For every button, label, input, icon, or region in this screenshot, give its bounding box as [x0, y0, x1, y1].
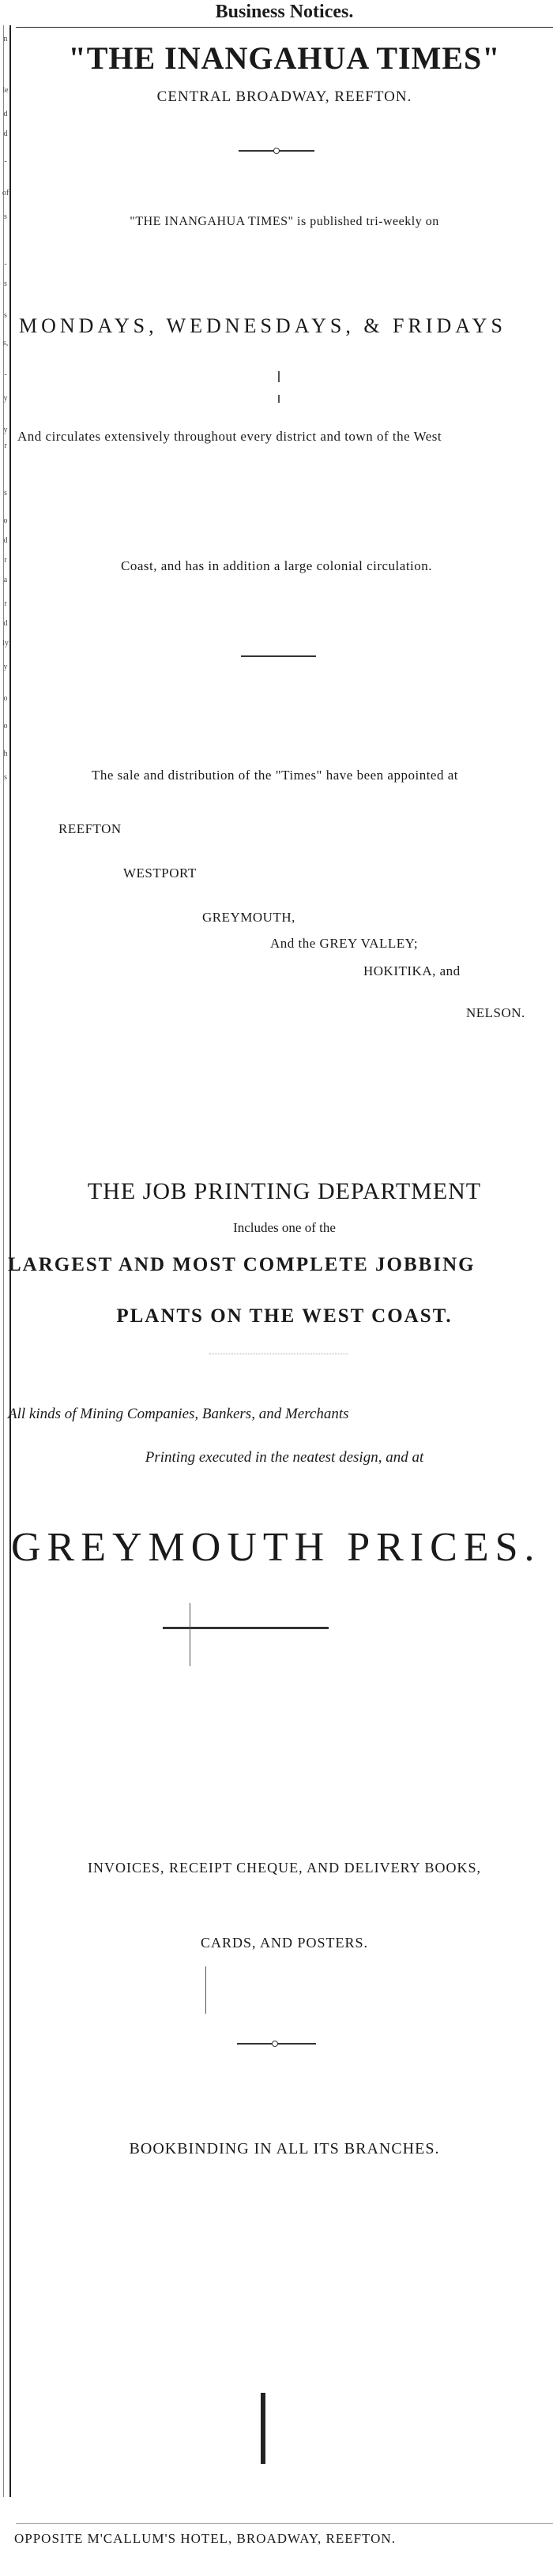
print-blot — [261, 2393, 265, 2464]
print-streak — [205, 1966, 206, 2014]
adjacent-column-fragment: - — [4, 260, 7, 268]
services-line-1: All kinds of Mining Companies, Bankers, and Merchants — [8, 1406, 349, 1422]
agent-place-nelson: NELSON. — [466, 1005, 525, 1020]
header-rule — [16, 27, 553, 28]
adjacent-column-fragment: s — [4, 773, 7, 782]
agent-place-greymouth: GREYMOUTH, — [202, 910, 295, 925]
adjacent-column-fragment: r — [4, 599, 7, 608]
plant-line-1: LARGEST AND MOST COMPLETE JOBBING — [8, 1254, 476, 1275]
adjacent-column-fragment: d — [3, 110, 8, 118]
circulation-line-2: Coast, and has in addition a large colonial circulation. — [120, 558, 433, 573]
footer-rule — [16, 2523, 553, 2524]
adjacent-column-fragment: y — [3, 394, 8, 403]
adjacent-column-fragment: a — [3, 576, 8, 584]
job-printing-subtitle: Includes one of the — [233, 1220, 336, 1235]
ornament-rule — [163, 1627, 329, 1629]
books-line-2: CARDS, AND POSTERS. — [200, 1935, 369, 1951]
adjacent-column-fragment: d — [3, 130, 8, 138]
advert-address: CENTRAL BROADWAY, REEFTON. — [156, 88, 412, 105]
adjacent-column-fragment: d — [3, 536, 8, 545]
adjacent-column-fragment: o — [3, 516, 8, 525]
greymouth-prices: GREYMOUTH PRICES. — [11, 1525, 541, 1570]
adjacent-column-fragment: y — [3, 426, 8, 434]
adjacent-column-fragment: s — [4, 280, 7, 288]
adjacent-column-fragment: s — [4, 311, 7, 320]
books-line-1: INVOICES, RECEIPT CHEQUE, AND DELIVERY BOOKS, — [87, 1860, 481, 1876]
advert-footer-address: OPPOSITE M'CALLUM'S HOTEL, BROADWAY, REEFTON. — [14, 2531, 396, 2546]
ornament-dot — [272, 2041, 278, 2047]
adjacent-column-fragment: le — [2, 86, 9, 95]
job-printing-title: THE JOB PRINTING DEPARTMENT — [87, 1178, 482, 1204]
adjacent-column-fragment: - — [4, 370, 7, 379]
adjacent-column-fragment: - — [4, 157, 7, 166]
services-line-2: Printing executed in the neatest design, and at — [145, 1449, 424, 1466]
advert-title: "THE INANGAHUA TIMES" — [68, 40, 501, 76]
print-speck — [278, 395, 280, 403]
adjacent-column-fragment: ly — [2, 639, 9, 648]
circulation-line-1: And circulates extensively throughout every district and town of the West — [17, 429, 442, 444]
adjacent-column-fragment: s — [4, 212, 7, 221]
ornament-rule — [241, 655, 316, 657]
adjacent-column-fragment: of — [2, 189, 9, 197]
print-speck — [278, 371, 280, 382]
adjacent-column-fragment: s, — [2, 339, 9, 347]
adjacent-column-fragment: o — [3, 694, 8, 703]
agent-place-hokitika: HOKITIKA, and — [363, 963, 461, 978]
ornament-dot — [273, 148, 280, 154]
bookbinding-line: BOOKBINDING IN ALL ITS BRANCHES. — [129, 2140, 440, 2157]
adjacent-column-fragment: n — [3, 35, 8, 43]
adjacent-column-fragment: d — [3, 619, 8, 628]
adjacent-column-fragment: h — [3, 749, 8, 758]
adjacent-column-fragment: o — [3, 722, 8, 730]
publication-days: MONDAYS, WEDNESDAYS, & FRIDAYS — [19, 314, 506, 337]
adjacent-column-fragment: s — [4, 489, 7, 498]
section-header: Business Notices. — [215, 2, 354, 22]
agents-intro: The sale and distribution of the "Times" have been appointed at — [92, 768, 458, 783]
agent-place-grey-valley: And the GREY VALLEY; — [270, 936, 419, 951]
agent-place-westport: WESTPORT — [123, 866, 197, 881]
agent-place-reefton: REEFTON — [58, 821, 122, 836]
adjacent-column-fragment: r — [4, 556, 7, 565]
adjacent-column-fragment: y — [3, 663, 8, 671]
plant-line-2: PLANTS ON THE WEST COAST. — [116, 1305, 453, 1327]
publication-intro: "THE INANGAHUA TIMES" is published tri-weekly on — [130, 215, 439, 228]
adjacent-column-fragment: r — [4, 441, 7, 450]
